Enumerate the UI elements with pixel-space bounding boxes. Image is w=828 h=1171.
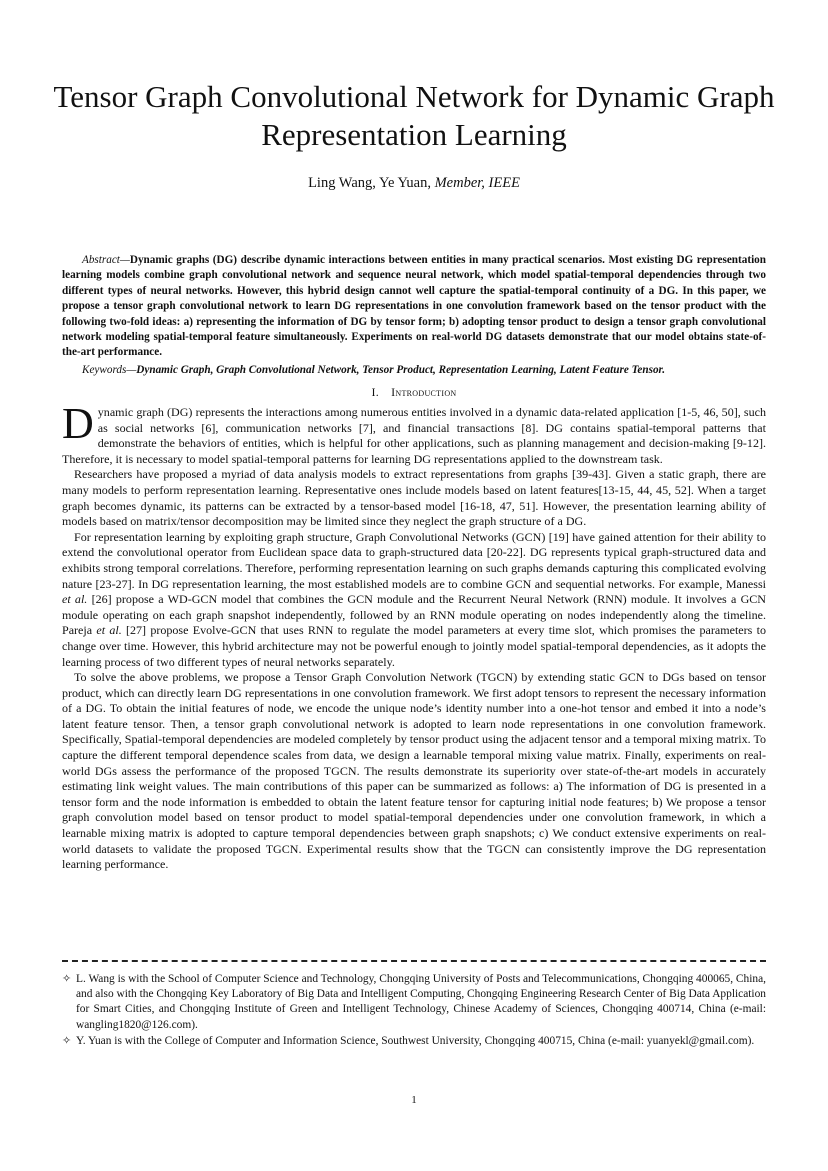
keywords-label: Keywords— — [82, 364, 137, 376]
footnote-1 — [62, 972, 766, 1033]
abstract — [62, 253, 766, 361]
paper-title: Tensor Graph Convolutional Network for Dynamic Graph Representation Learning — [53, 79, 775, 152]
author-names: Ling Wang, Ye Yuan, — [308, 175, 435, 191]
diamond-star-icon: ✧ — [62, 1034, 72, 1047]
footnote-2 — [62, 1034, 766, 1049]
paragraph-1-text: ynamic graph (DG) represents the interactions among numerous entities involved in a dynamic data-related application [1-5, 46, 50], such as social networks [6], communication networks [7], and financial transactions [8]. DG contains spatial-temporal patterns that demonstrate the behaviors of entities, which is helpful for other applications, such as planning management and decision-making [9-12]. Therefore, it is necessary to model spatial-temporal patterns for learning DG representations applied to the downstream task. — [62, 405, 766, 466]
footnotes — [62, 972, 766, 1050]
section-heading-introduction — [40, 385, 788, 400]
section-number: I. — [371, 385, 380, 399]
drop-cap: D — [62, 399, 94, 448]
abstract-label: Abstract— — [82, 254, 130, 266]
diamond-star-icon: ✧ — [62, 973, 72, 985]
abstract-text: Dynamic graphs (DG) describe dynamic interactions between entities in many practical scenarios. Most existing DG representation learning models combine graph convolutional network and sequence neural network, which model spatial-temporal dependencies through two different types of neural networks. However, this hybrid design cannot well capture the spatial-temporal continuity of a DG. In this paper, we propose a tensor graph convolutional network to learn DG representations in one convolution framework based on the tensor product with the following two-fold ideas: a) representing the information of DG by tensor form; b) adopting tensor product to design a tensor graph convolutional network modeling spatial-temporal feature simultaneously. Experiments on real-world DG datasets demonstrate that our model obtains state-of-the-art performance. — [62, 254, 766, 359]
citation-etal: et al. — [96, 623, 122, 638]
author-membership: Member, IEEE — [434, 175, 520, 191]
introduction-body — [62, 399, 767, 873]
paragraph-3-text-b: [26] propose a WD-GCN model that combines the GCN module and the Recurrent Neural Network (RNN) module. It involves a GCN module operating on each graph snapshot independently, followed by an RNN module operating on nodes independently along the timeline. Pareja — [62, 592, 766, 638]
paragraph-3-text-a: For representation learning by exploiting graph structure, Graph Convolutional Networks (GCN) [19] have gained attention for their ability to extend the convolutional operator from Euclidean space data to graph-structured data [20-22]. DG represents typical graph-structured data and exhibits strong temporal correlations. Therefore, performing representation learning on such graphs demands capturing this complicated evolving nature [23-27]. In DG representation learning, the most established models are to combine GCN and sequential networks. For example, Manessi — [62, 529, 766, 591]
paragraph-1 — [62, 399, 766, 467]
footnote-2-text: Y. Yuan is with the College of Computer and Information Science, Southwest University, Chongqing 400715, China (e-mail: yuanyekl@gmail.com). — [76, 1034, 755, 1047]
paragraph-2: Researchers have proposed a myriad of data analysis models to extract representations from graphs [39-43]. Given a static graph, there are many models to perform representation learning. Representative ones include models based on latent features[13-15, 44, 45, 52]. When a target graph becomes dynamic, its patterns can be extracted by a tensor-based model [16-18, 47, 51]. However, the presentation learning ability of models based on matrix/tensor decomposition may be limited since they neglect the graph structure of a DG. — [62, 467, 766, 529]
author-line — [40, 175, 788, 192]
paragraph-3-text-c: [27] propose Evolve-GCN that uses RNN to regulate the model parameters at every time slot, which promises the parameters to change over time. However, this hybrid architecture may not be powerful enough to jointly model spatial-temporal dependencies, as it adopts the learning process of two different types of neural networks separately. — [62, 623, 766, 669]
citation-etal: et al. — [62, 592, 88, 607]
paragraph-4: To solve the above problems, we propose a Tensor Graph Convolution Network (TGCN) by extending static GCN to DGs based on tensor product, which can directly learn DG representations in one convolution framework. We first adopt tensors to represent the necessary information of a DG. To obtain the initial features of node, we encode the unique node’s identity number into a one-hot tensor and embed it into a node’s latent feature tensor. Then, a tensor graph convolutional network is adopted to learn node representations in one convolution framework. Specifically, Spatial-temporal dependencies are modeled completely by tensor product using the adjacent tensor and a temporal mixing matrix. To capture the different temporal dependence scales from data, we design a learnable temporal mixing value matrix. Finally, experiments on real-world DGs assess the performance of the proposed TGCN. The results demonstrate its superiority over state-of-the-art models in accurately estimating link weight values. The main contributions of this paper can be summarized as follows: a) The information of DG is presented in a tensor form and the node information is embedded to obtain the latent feature tensor for capturing initial node features; b) We propose a tensor graph convolution model based on tensor product to model spatial-temporal dependencies under one convolution framework, in which a learnable mixing matrix is adopted to capture temporal dependencies between graph snapshots; c) We conduct extensive experiments on real-world datasets to validate the proposed TGCN. Experimental results show that the TGCN can consistently improve the DG representation learning performance. — [62, 670, 767, 872]
keywords — [62, 363, 766, 378]
page-number: 1 — [411, 1094, 417, 1106]
paragraph-3 — [62, 530, 766, 670]
keywords-text: Dynamic Graph, Graph Convolutional Network, Tensor Product, Representation Learning, Latent Feature Tensor. — [136, 364, 666, 376]
footnote-1-text: L. Wang is with the School of Computer Science and Technology, Chongqing University of Posts and Telecommunications, Chongqing 400065, China, and also with the Chongqing Key Laboratory of Big Data and Intelligent Computing, Chongqing Engineering Research Center of Big Data Application for Smart Cities, and Chongqing Institute of Green and Intelligent Technology, Chinese Academy of Sciences, Chongqing 400714, China (e-mail: wangling1820@126.com). — [76, 973, 766, 1031]
section-title: Introduction — [391, 385, 457, 399]
footnote-separator — [62, 960, 766, 962]
